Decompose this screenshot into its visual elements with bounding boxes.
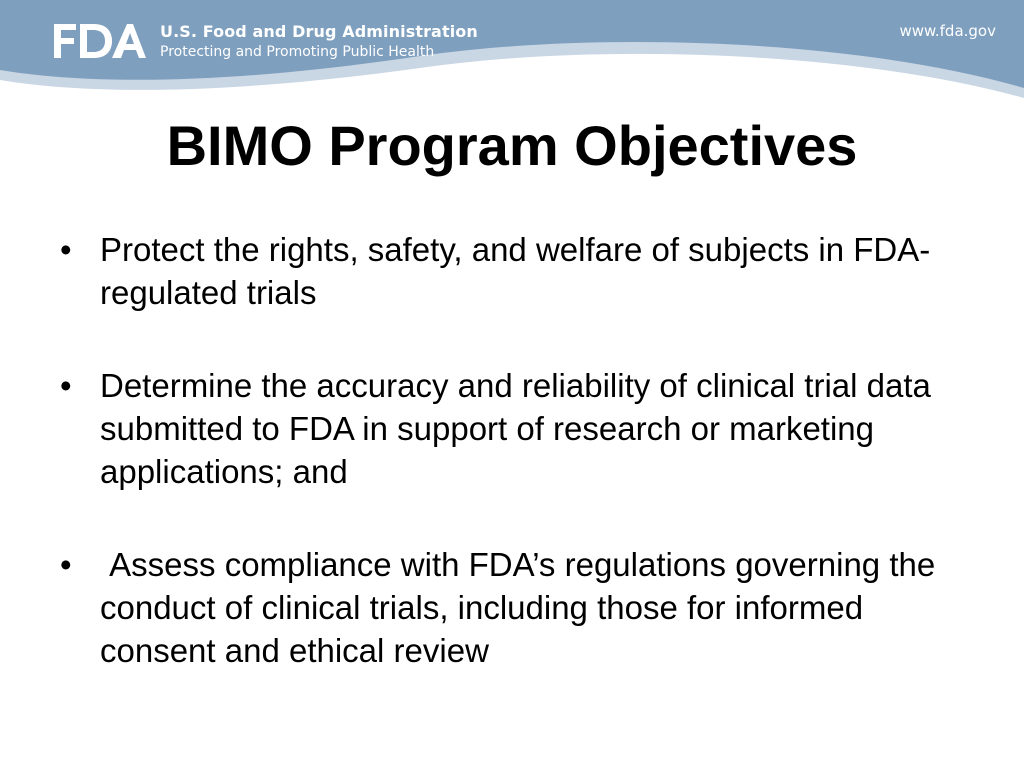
- bullet-text: Protect the rights, safety, and welfare of subjects in FDA-regulated trials: [100, 231, 931, 311]
- bullet-text: Assess compliance with FDA’s regulations governing the conduct of clinical trials, including those for informed consent and ethical review: [100, 546, 945, 669]
- bullet-text: Determine the accuracy and reliability of clinical trial data submitted to FDA in support of research or marketing applications; and: [100, 367, 941, 490]
- slide-title: BIMO Program Objectives: [166, 114, 858, 177]
- site-url: www.fda.gov: [899, 22, 996, 40]
- bullet-marker: •: [60, 546, 72, 583]
- agency-tagline: Protecting and Promoting Public Health: [160, 44, 435, 60]
- bullet-marker: •: [60, 367, 72, 404]
- bullet-marker: •: [60, 231, 72, 268]
- bullet-item: [56, 543, 976, 672]
- bullet-list: [56, 228, 976, 722]
- fda-logo: [50, 20, 148, 62]
- agency-name: U.S. Food and Drug Administration: [160, 22, 478, 41]
- header-banner: [0, 0, 1024, 110]
- bullet-item: [56, 364, 976, 493]
- bullet-item: [56, 228, 976, 314]
